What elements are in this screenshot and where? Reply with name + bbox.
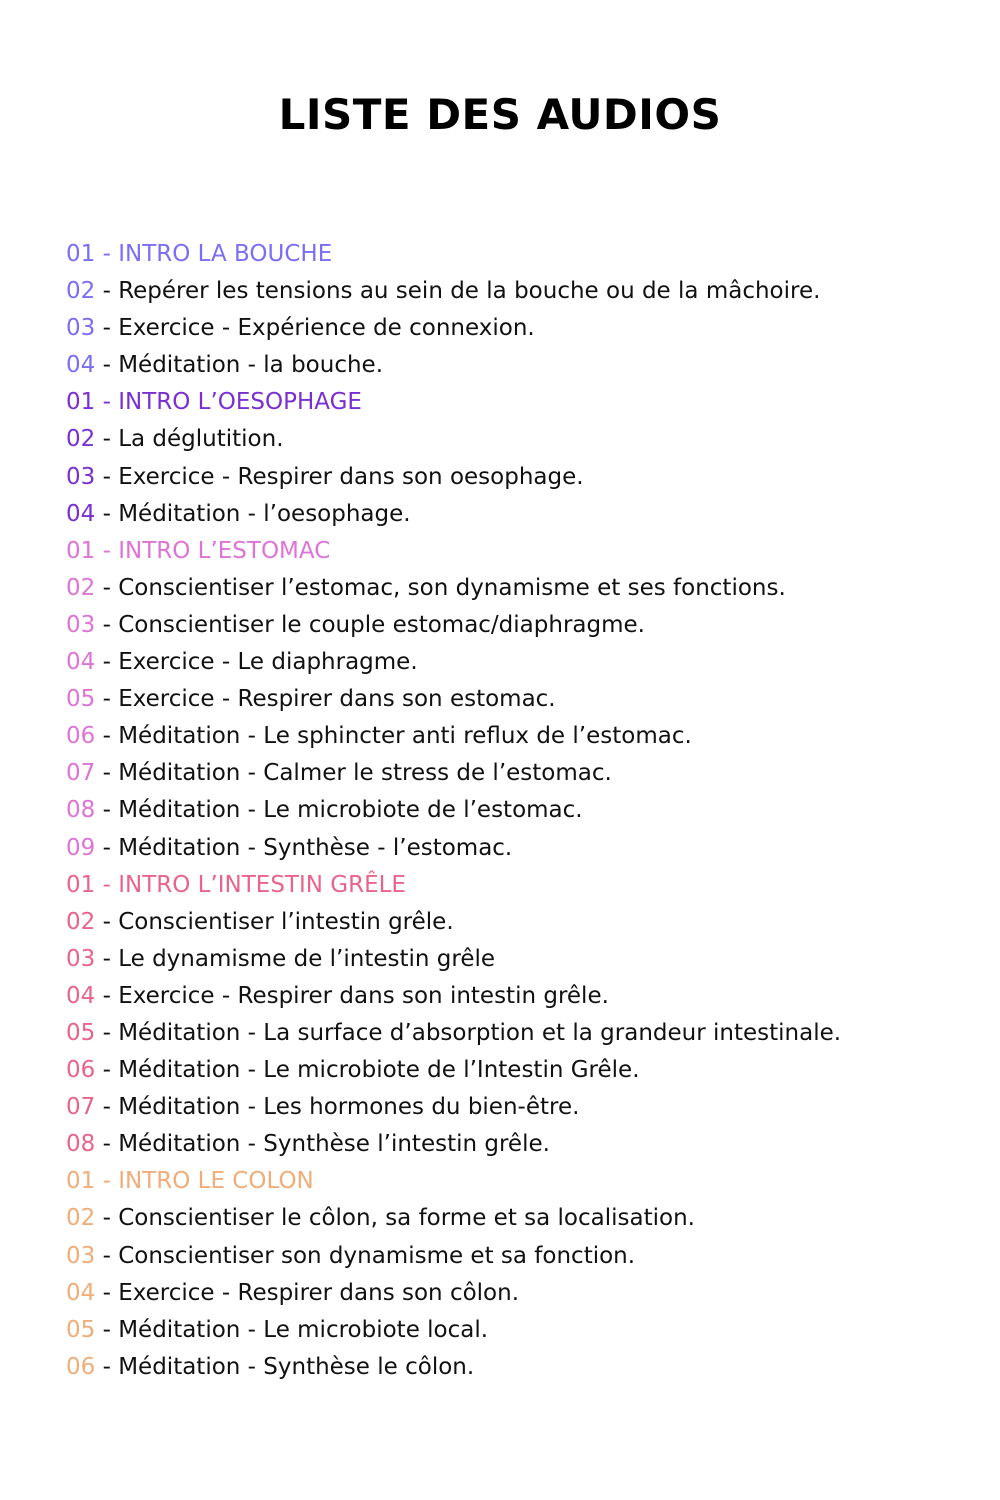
audio-list-item bbox=[66, 681, 976, 718]
track-number: 02 bbox=[66, 574, 96, 601]
track-separator: - bbox=[95, 1019, 119, 1046]
track-number: 06 bbox=[66, 1057, 96, 1084]
section-intro-item bbox=[66, 867, 976, 904]
track-title: Méditation - Le microbiote de l’Intestin Grêle. bbox=[118, 1057, 640, 1084]
track-separator: - bbox=[95, 463, 119, 490]
track-number: 07 bbox=[66, 1094, 96, 1121]
track-number: 03 bbox=[66, 611, 96, 638]
audio-list-item bbox=[66, 1200, 976, 1237]
track-number: 01 bbox=[66, 871, 96, 898]
section-intro-title: INTRO L’INTESTIN GRÊLE bbox=[118, 871, 406, 898]
section-intro-item bbox=[66, 533, 976, 570]
track-separator: - bbox=[95, 908, 119, 935]
track-number: 02 bbox=[66, 426, 96, 453]
track-title: Exercice - Respirer dans son intestin grêle. bbox=[118, 982, 609, 1009]
track-number: 03 bbox=[66, 315, 96, 342]
track-separator: - bbox=[95, 1094, 119, 1121]
track-title: Conscientiser son dynamisme et sa fonction. bbox=[118, 1242, 636, 1269]
audio-list-item bbox=[66, 792, 976, 829]
audio-list-item bbox=[66, 310, 976, 347]
track-separator: - bbox=[95, 649, 119, 676]
track-number: 01 bbox=[66, 389, 96, 416]
track-number: 08 bbox=[66, 1131, 96, 1158]
audio-list-item bbox=[66, 1349, 976, 1386]
audio-list-item bbox=[66, 459, 976, 496]
audio-list-item bbox=[66, 978, 976, 1015]
track-title: Conscientiser le côlon, sa forme et sa localisation. bbox=[118, 1205, 695, 1232]
track-title: Méditation - La surface d’absorption et la grandeur intestinale. bbox=[118, 1019, 842, 1046]
section-intro-title: INTRO L’ESTOMAC bbox=[118, 537, 331, 564]
track-title: Méditation - Les hormones du bien-être. bbox=[118, 1094, 580, 1121]
track-separator: - bbox=[95, 574, 119, 601]
track-separator: - bbox=[95, 352, 119, 379]
track-number: 05 bbox=[66, 1019, 96, 1046]
track-separator: - bbox=[95, 278, 119, 305]
track-number: 04 bbox=[66, 982, 96, 1009]
track-number: 04 bbox=[66, 1279, 96, 1306]
audio-list-item bbox=[66, 941, 976, 978]
track-separator: - bbox=[95, 1353, 119, 1380]
audio-list-item bbox=[66, 755, 976, 792]
track-number: 04 bbox=[66, 649, 96, 676]
section-intro-title: INTRO LA BOUCHE bbox=[118, 241, 333, 267]
track-number: 01 bbox=[66, 1168, 96, 1195]
audio-list-item bbox=[66, 718, 976, 755]
audio-list-item bbox=[66, 570, 976, 607]
track-title: Le dynamisme de l’intestin grêle bbox=[118, 945, 496, 972]
track-title: Méditation - Synthèse l’intestin grêle. bbox=[118, 1131, 550, 1158]
audio-list-item bbox=[66, 1312, 976, 1349]
track-separator: - bbox=[95, 760, 119, 787]
track-title: Exercice - Respirer dans son oesophage. bbox=[118, 463, 584, 490]
track-title: Méditation - l’oesophage. bbox=[118, 500, 411, 527]
track-number: 05 bbox=[66, 686, 96, 713]
track-number: 02 bbox=[66, 908, 96, 935]
track-number: 03 bbox=[66, 463, 96, 490]
audio-list-item bbox=[66, 496, 976, 533]
track-separator: - bbox=[95, 389, 119, 416]
track-separator: - bbox=[95, 500, 119, 527]
track-number: 02 bbox=[66, 278, 96, 305]
audio-list-item bbox=[66, 644, 976, 681]
audio-list-item bbox=[66, 1275, 976, 1312]
audio-list-item bbox=[66, 1126, 976, 1163]
track-number: 05 bbox=[66, 1316, 96, 1343]
section-intro-title: INTRO LE COLON bbox=[118, 1168, 314, 1195]
track-number: 01 bbox=[66, 537, 96, 564]
track-separator: - bbox=[95, 426, 119, 453]
track-title: Méditation - la bouche. bbox=[118, 352, 384, 379]
track-title: Méditation - Calmer le stress de l’estomac. bbox=[118, 760, 612, 787]
track-separator: - bbox=[95, 1279, 119, 1306]
track-title: Méditation - Synthèse - l’estomac. bbox=[118, 834, 513, 861]
page-title: LISTE DES AUDIOS bbox=[278, 90, 722, 139]
track-title: Méditation - Le microbiote local. bbox=[118, 1316, 489, 1343]
track-separator: - bbox=[95, 686, 119, 713]
section-intro-title: INTRO L’OESOPHAGE bbox=[118, 389, 362, 416]
section-intro-item bbox=[66, 384, 976, 421]
audio-list-item bbox=[66, 1052, 976, 1089]
track-separator: - bbox=[95, 1205, 119, 1232]
track-title: Exercice - Respirer dans son côlon. bbox=[118, 1279, 520, 1306]
audio-list-item bbox=[66, 273, 976, 310]
track-number: 08 bbox=[66, 797, 96, 824]
track-number: 06 bbox=[66, 723, 96, 750]
audio-list-item bbox=[66, 904, 976, 941]
track-separator: - bbox=[95, 834, 119, 861]
track-number: 03 bbox=[66, 1242, 96, 1269]
track-number: 01 bbox=[66, 241, 96, 267]
track-number: 07 bbox=[66, 760, 96, 787]
track-number: 02 bbox=[66, 1205, 96, 1232]
track-separator: - bbox=[95, 945, 119, 972]
audio-list-item bbox=[66, 830, 976, 867]
track-separator: - bbox=[95, 315, 119, 342]
track-separator: - bbox=[95, 1316, 119, 1343]
audio-list-item bbox=[66, 1015, 976, 1052]
track-title: Méditation - Synthèse le côlon. bbox=[118, 1353, 475, 1380]
track-title: Exercice - Expérience de connexion. bbox=[118, 315, 535, 342]
track-separator: - bbox=[95, 1131, 119, 1158]
track-number: 04 bbox=[66, 352, 96, 379]
track-separator: - bbox=[95, 982, 119, 1009]
track-title: Conscientiser l’intestin grêle. bbox=[118, 908, 454, 935]
track-separator: - bbox=[95, 871, 119, 898]
section-intro-item bbox=[66, 1163, 976, 1200]
track-title: Repérer les tensions au sein de la bouche ou de la mâchoire. bbox=[118, 278, 821, 305]
track-separator: - bbox=[95, 1242, 119, 1269]
track-title: Méditation - Le microbiote de l’estomac. bbox=[118, 797, 583, 824]
audio-list-item bbox=[66, 347, 976, 384]
track-number: 06 bbox=[66, 1353, 96, 1380]
track-title: Méditation - Le sphincter anti reflux de l’estomac. bbox=[118, 723, 692, 750]
track-number: 09 bbox=[66, 834, 96, 861]
track-title: Exercice - Respirer dans son estomac. bbox=[118, 686, 556, 713]
track-number: 04 bbox=[66, 500, 96, 527]
track-title: Conscientiser le couple estomac/diaphragme. bbox=[118, 611, 645, 638]
track-separator: - bbox=[95, 537, 119, 564]
track-separator: - bbox=[95, 723, 119, 750]
audio-list-item bbox=[66, 607, 976, 644]
track-separator: - bbox=[95, 611, 119, 638]
audio-list-item bbox=[66, 1089, 976, 1126]
track-title: La déglutition. bbox=[118, 426, 284, 453]
audio-list bbox=[66, 236, 976, 1386]
track-separator: - bbox=[95, 1057, 119, 1084]
track-title: Exercice - Le diaphragme. bbox=[118, 649, 418, 676]
track-separator: - bbox=[95, 1168, 119, 1195]
track-title: Conscientiser l’estomac, son dynamisme et ses fonctions. bbox=[118, 574, 786, 601]
track-number: 03 bbox=[66, 945, 96, 972]
track-separator: - bbox=[95, 241, 119, 267]
track-separator: - bbox=[95, 797, 119, 824]
section-intro-item bbox=[66, 236, 976, 273]
audio-list-item bbox=[66, 1238, 976, 1275]
audio-list-item bbox=[66, 421, 976, 458]
